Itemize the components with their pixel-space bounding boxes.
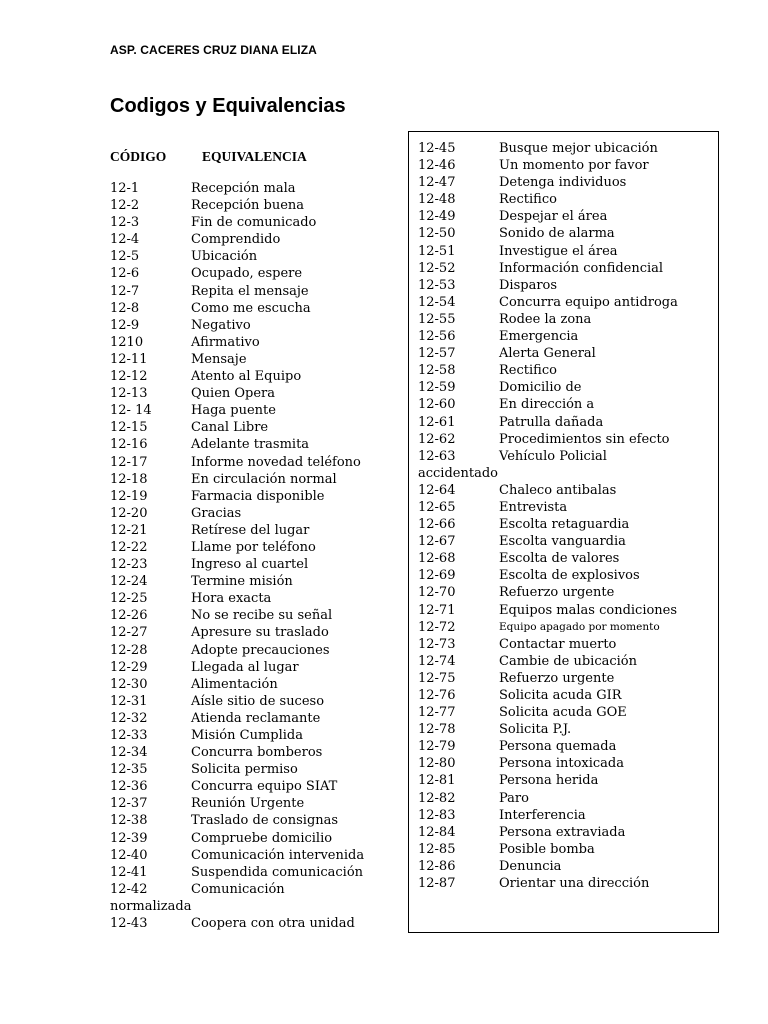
code-equivalence: Persona intoxicada [499,756,624,772]
code-value: 12- 14 [110,403,152,419]
code-row [418,379,718,396]
code-value: 12-72 [418,619,456,635]
code-equivalence: Atento al Equipo [191,369,302,385]
code-value: 12-3 [110,215,140,231]
code-row [110,283,400,300]
author-name: ASP. CACERES CRUZ DIANA ELIZA [110,43,317,57]
right-code-list [418,140,718,892]
code-row [418,345,718,362]
code-value: 12-45 [418,141,456,156]
left-code-list [110,180,400,932]
code-equivalence: Llame por teléfono [191,539,316,555]
code-equivalence: Escolta vanguardia [499,534,626,550]
code-row [418,431,718,448]
code-equivalence: Comprendido [191,232,281,248]
code-row [110,180,400,197]
code-equivalence: Rectifico [499,192,557,208]
code-row [418,328,718,345]
code-row [418,516,718,533]
code-equivalence: Persona herida [499,773,599,789]
code-value: 12-81 [418,773,456,789]
code-row [110,522,400,539]
code-equivalence: Entrevista [499,499,568,515]
code-equivalence: Misión Cumplida [191,728,303,743]
code-value: 12-70 [418,585,456,601]
code-equivalence: Recepción mala [191,181,296,196]
code-value: 12-71 [418,602,456,618]
code-value: 12-69 [418,568,456,584]
code-equivalence: Detenga individuos [499,175,627,191]
code-equivalence: No se recibe su señal [191,608,333,624]
code-row [418,755,718,772]
code-equivalence: Denuncia [499,858,562,874]
code-value: 12-76 [418,688,456,703]
code-row [110,624,400,641]
wrapped-equivalence-text: accidentado [418,465,498,481]
code-value: 12-64 [418,482,456,498]
code-row [110,642,400,659]
code-equivalence: Retírese del lugar [191,522,310,538]
code-equivalence: Coopera con otra unidad [191,916,355,932]
code-equivalence: Rectifico [499,363,557,379]
code-equivalence: Ocupado, espere [191,266,303,282]
code-value: 12-50 [418,226,456,242]
code-row [418,174,718,191]
code-value: 12-26 [110,608,148,624]
code-value: 12-52 [418,260,456,276]
code-equivalence: Solicita permiso [191,762,298,778]
code-value: 12-75 [418,670,456,686]
code-equivalence: Llegada al lugar [191,659,299,675]
code-value: 12-8 [110,300,140,316]
code-row [110,795,400,812]
code-equivalence: Chaleco antibalas [499,482,617,498]
code-value: 12-30 [110,676,148,692]
code-value: 12-31 [110,693,148,709]
code-value: 12-55 [418,311,456,327]
code-row [110,864,400,881]
code-equivalence: Afirmativo [191,334,260,350]
code-equivalence: Adopte precauciones [191,642,330,658]
code-value: 12-35 [110,762,148,778]
code-row [418,858,718,875]
code-row [110,778,400,795]
code-equivalence: Informe novedad teléfono [191,454,361,470]
code-value: 12-13 [110,386,148,402]
code-value: 12-19 [110,488,148,504]
code-value: 12-21 [110,522,148,538]
code-equivalence: Patrulla dañada [499,414,604,430]
code-value: 12-85 [418,841,456,857]
code-row [110,300,400,317]
code-row [418,567,718,584]
code-row [110,317,400,334]
code-equivalence: Información confidencial [499,260,664,276]
code-value: 12-73 [418,636,456,652]
code-equivalence: Quien Opera [191,386,276,402]
code-value: 12-39 [110,830,148,846]
code-equivalence: Escolta retaguardia [499,517,630,533]
code-equivalence: Orientar una dirección [499,876,650,892]
code-value: 12-66 [418,517,456,533]
code-equivalence: Atienda reclamante [191,710,321,726]
code-value: 12-47 [418,175,456,191]
code-value: 12-80 [418,756,456,772]
code-equivalence: Ingreso al cuartel [191,557,309,573]
code-equivalence: Interferencia [499,807,586,823]
code-row [418,311,718,328]
code-row [418,772,718,789]
code-equivalence: Disparos [499,277,558,293]
code-value: 12-61 [418,414,456,430]
code-row [110,761,400,778]
code-equivalence: Haga puente [191,403,276,419]
code-row [418,225,718,242]
code-row [110,727,400,744]
code-row [110,248,400,265]
code-value: 12-12 [110,369,148,385]
code-row [418,208,718,225]
code-value: 12-4 [110,232,140,248]
code-equivalence: Despejar el área [499,209,608,225]
code-row [418,482,718,499]
code-equivalence: Sonido de alarma [499,226,615,242]
code-value: 12-28 [110,642,148,658]
code-row [110,334,400,351]
code-row [418,140,718,157]
code-equivalence: Mensaje [191,351,247,367]
code-value: 12-74 [418,653,456,669]
code-equivalence: Refuerzo urgente [499,585,615,601]
code-value: 12-62 [418,431,456,447]
code-row [110,573,400,590]
code-row [418,362,718,379]
code-equivalence: Gracias [191,505,242,521]
code-row [418,875,718,892]
code-value: 12-67 [418,534,456,550]
code-value: 12-9 [110,317,140,333]
code-value: 12-15 [110,420,148,436]
code-row [110,915,400,932]
code-row [418,704,718,721]
code-row [110,436,400,453]
code-row [110,659,400,676]
code-equivalence: Recepción buena [191,198,305,214]
code-value: 12-27 [110,625,148,641]
code-value: 12-63 [418,448,456,464]
code-equivalence: Rodee la zona [499,311,592,327]
code-equivalence: Concurra equipo SIAT [191,779,338,795]
code-value: 12-2 [110,198,140,214]
code-row [418,670,718,687]
wrapped-equivalence-text: normalizada [110,898,192,914]
code-equivalence: Ubicación [191,249,258,265]
code-equivalence: Paro [499,790,529,806]
code-row [110,847,400,864]
code-value: 12-36 [110,779,148,795]
code-value: 12-82 [418,790,456,806]
code-equivalence: Suspendida comunicación [191,864,364,880]
code-row [110,607,400,624]
code-row [418,824,718,841]
code-row [418,260,718,277]
code-value: 12-16 [110,437,148,453]
code-equivalence: Apresure su traslado [191,625,329,641]
code-equivalence: Hora exacta [191,591,272,607]
code-equivalence: Aísle sitio de suceso [191,693,325,709]
code-equivalence: Persona quemada [499,739,617,755]
code-value: 12-54 [418,294,456,310]
code-equivalence: Compruebe domicilio [191,830,333,846]
code-row [110,676,400,693]
code-row [418,790,718,807]
code-equivalence: Solicita acuda GIR [499,688,622,703]
code-row [418,157,718,174]
code-row [110,488,400,505]
code-equivalence: Reunión Urgente [191,796,305,812]
code-equivalence: Concurra equipo antidroga [499,294,678,310]
code-row [418,653,718,670]
code-row [418,550,718,567]
code-value: 12-78 [418,722,456,738]
code-row [110,351,400,368]
code-value: 12-84 [418,824,456,840]
code-value: 12-77 [418,705,456,721]
column-header-code: CÓDIGO [110,149,167,164]
code-row [110,556,400,573]
code-equivalence: En dirección a [499,397,595,413]
code-equivalence: Concurra bomberos [191,745,323,761]
code-value: 12-24 [110,574,148,590]
column-header-equivalence: EQUIVALENCIA [202,149,307,164]
code-row [110,471,400,488]
code-equivalence: Un momento por favor [499,158,649,174]
code-value: 12-23 [110,557,148,573]
code-equivalence: Equipos malas condiciones [499,602,678,618]
code-row [110,231,400,248]
code-value: 12-46 [418,158,456,174]
code-row [418,277,718,294]
code-equivalence: Comunicación intervenida [191,847,365,863]
code-equivalence: Repita el mensaje [191,283,309,299]
code-row [418,396,718,413]
code-row [418,448,718,465]
code-value: 12-42 [110,881,148,897]
code-row [110,385,400,402]
code-row [418,584,718,601]
code-equivalence: Adelante trasmita [191,437,310,453]
code-row [110,881,400,898]
code-value: 12-83 [418,807,456,823]
code-row [110,197,400,214]
code-equivalence: Equipo apagado por momento [499,620,660,633]
code-row [418,414,718,431]
code-equivalence: Emergencia [499,329,579,345]
code-row [110,812,400,829]
code-row [418,191,718,208]
code-row [418,602,718,619]
code-value: 12-20 [110,505,148,521]
code-row [418,619,718,636]
code-equivalence: Termine misión [191,574,293,590]
code-row [110,710,400,727]
code-equivalence: Comunicación [191,881,285,897]
code-value: 12-40 [110,847,148,863]
code-value: 1210 [110,334,144,350]
code-equivalence: Escolta de valores [499,551,620,567]
code-equivalence: Solicita P.J. [499,722,572,738]
code-equivalence: Busque mejor ubicación [499,141,658,156]
code-equivalence: Posible bomba [499,841,595,857]
code-value: 12-5 [110,249,140,265]
code-row [418,499,718,516]
code-equivalence: Domicilio de [499,380,582,396]
code-value: 12-56 [418,329,456,345]
code-value: 12-51 [418,243,456,259]
code-value: 12-43 [110,916,148,932]
code-value: 12-7 [110,283,140,299]
code-row [110,590,400,607]
code-row [418,243,718,260]
code-equivalence: Fin de comunicado [191,215,317,231]
code-value: 12-38 [110,813,148,829]
code-value: 12-68 [418,551,456,567]
code-row [110,265,400,282]
code-value: 12-32 [110,710,148,726]
code-row [110,539,400,556]
code-row [110,402,400,419]
code-value: 12-6 [110,266,140,282]
code-value: 12-41 [110,864,148,880]
code-row [418,533,718,550]
code-equivalence: Como me escucha [191,300,311,316]
code-value: 12-37 [110,796,148,812]
code-equivalence: Negativo [191,317,251,333]
code-equivalence: Farmacia disponible [191,488,325,504]
code-row [110,693,400,710]
code-equivalence: Canal Libre [191,420,269,436]
code-equivalence: Cambie de ubicación [499,653,637,669]
code-value: 12-48 [418,192,456,208]
code-row [418,738,718,755]
code-row [110,744,400,761]
code-row [418,721,718,738]
code-value: 12-59 [418,380,456,396]
code-value: 12-87 [418,876,456,892]
code-row [110,214,400,231]
code-value: 12-49 [418,209,456,225]
code-value: 12-53 [418,277,456,293]
code-value: 12-58 [418,363,456,379]
code-row [418,687,718,704]
code-value: 12-25 [110,591,148,607]
code-equivalence: Investigue el área [499,243,618,259]
code-equivalence: En circulación normal [191,471,337,487]
code-value: 12-18 [110,471,148,487]
code-value: 12-65 [418,499,456,515]
code-equivalence: Contactar muerto [499,636,617,652]
code-equivalence: Alimentación [191,676,278,692]
code-row [110,505,400,522]
code-row [110,454,400,471]
code-value: 12-86 [418,858,456,874]
code-row [110,419,400,436]
code-row [418,636,718,653]
page-title: Codigos y Equivalencias [110,95,346,117]
code-value: 12-79 [418,739,456,755]
code-equivalence: Vehículo Policial [499,448,607,464]
code-row [418,807,718,824]
code-equivalence: Solicita acuda GOE [499,705,627,721]
code-equivalence: Refuerzo urgente [499,670,615,686]
code-value: 12-22 [110,539,148,555]
code-row [418,294,718,311]
code-row [418,841,718,858]
code-value: 12-34 [110,745,148,761]
code-value: 12-17 [110,454,148,470]
code-value: 12-11 [110,351,148,367]
code-equivalence: Procedimientos sin efecto [499,431,670,447]
code-equivalence: Escolta de explosivos [499,568,640,584]
right-code-box [408,131,719,933]
code-equivalence: Persona extraviada [499,824,626,840]
code-value: 12-29 [110,659,148,675]
code-row [110,368,400,385]
code-equivalence: Traslado de consignas [191,813,339,829]
code-row [110,830,400,847]
code-value: 12-33 [110,728,148,743]
code-equivalence: Alerta General [499,346,596,362]
code-value: 12-1 [110,181,140,196]
code-value: 12-57 [418,346,456,362]
code-value: 12-60 [418,397,456,413]
